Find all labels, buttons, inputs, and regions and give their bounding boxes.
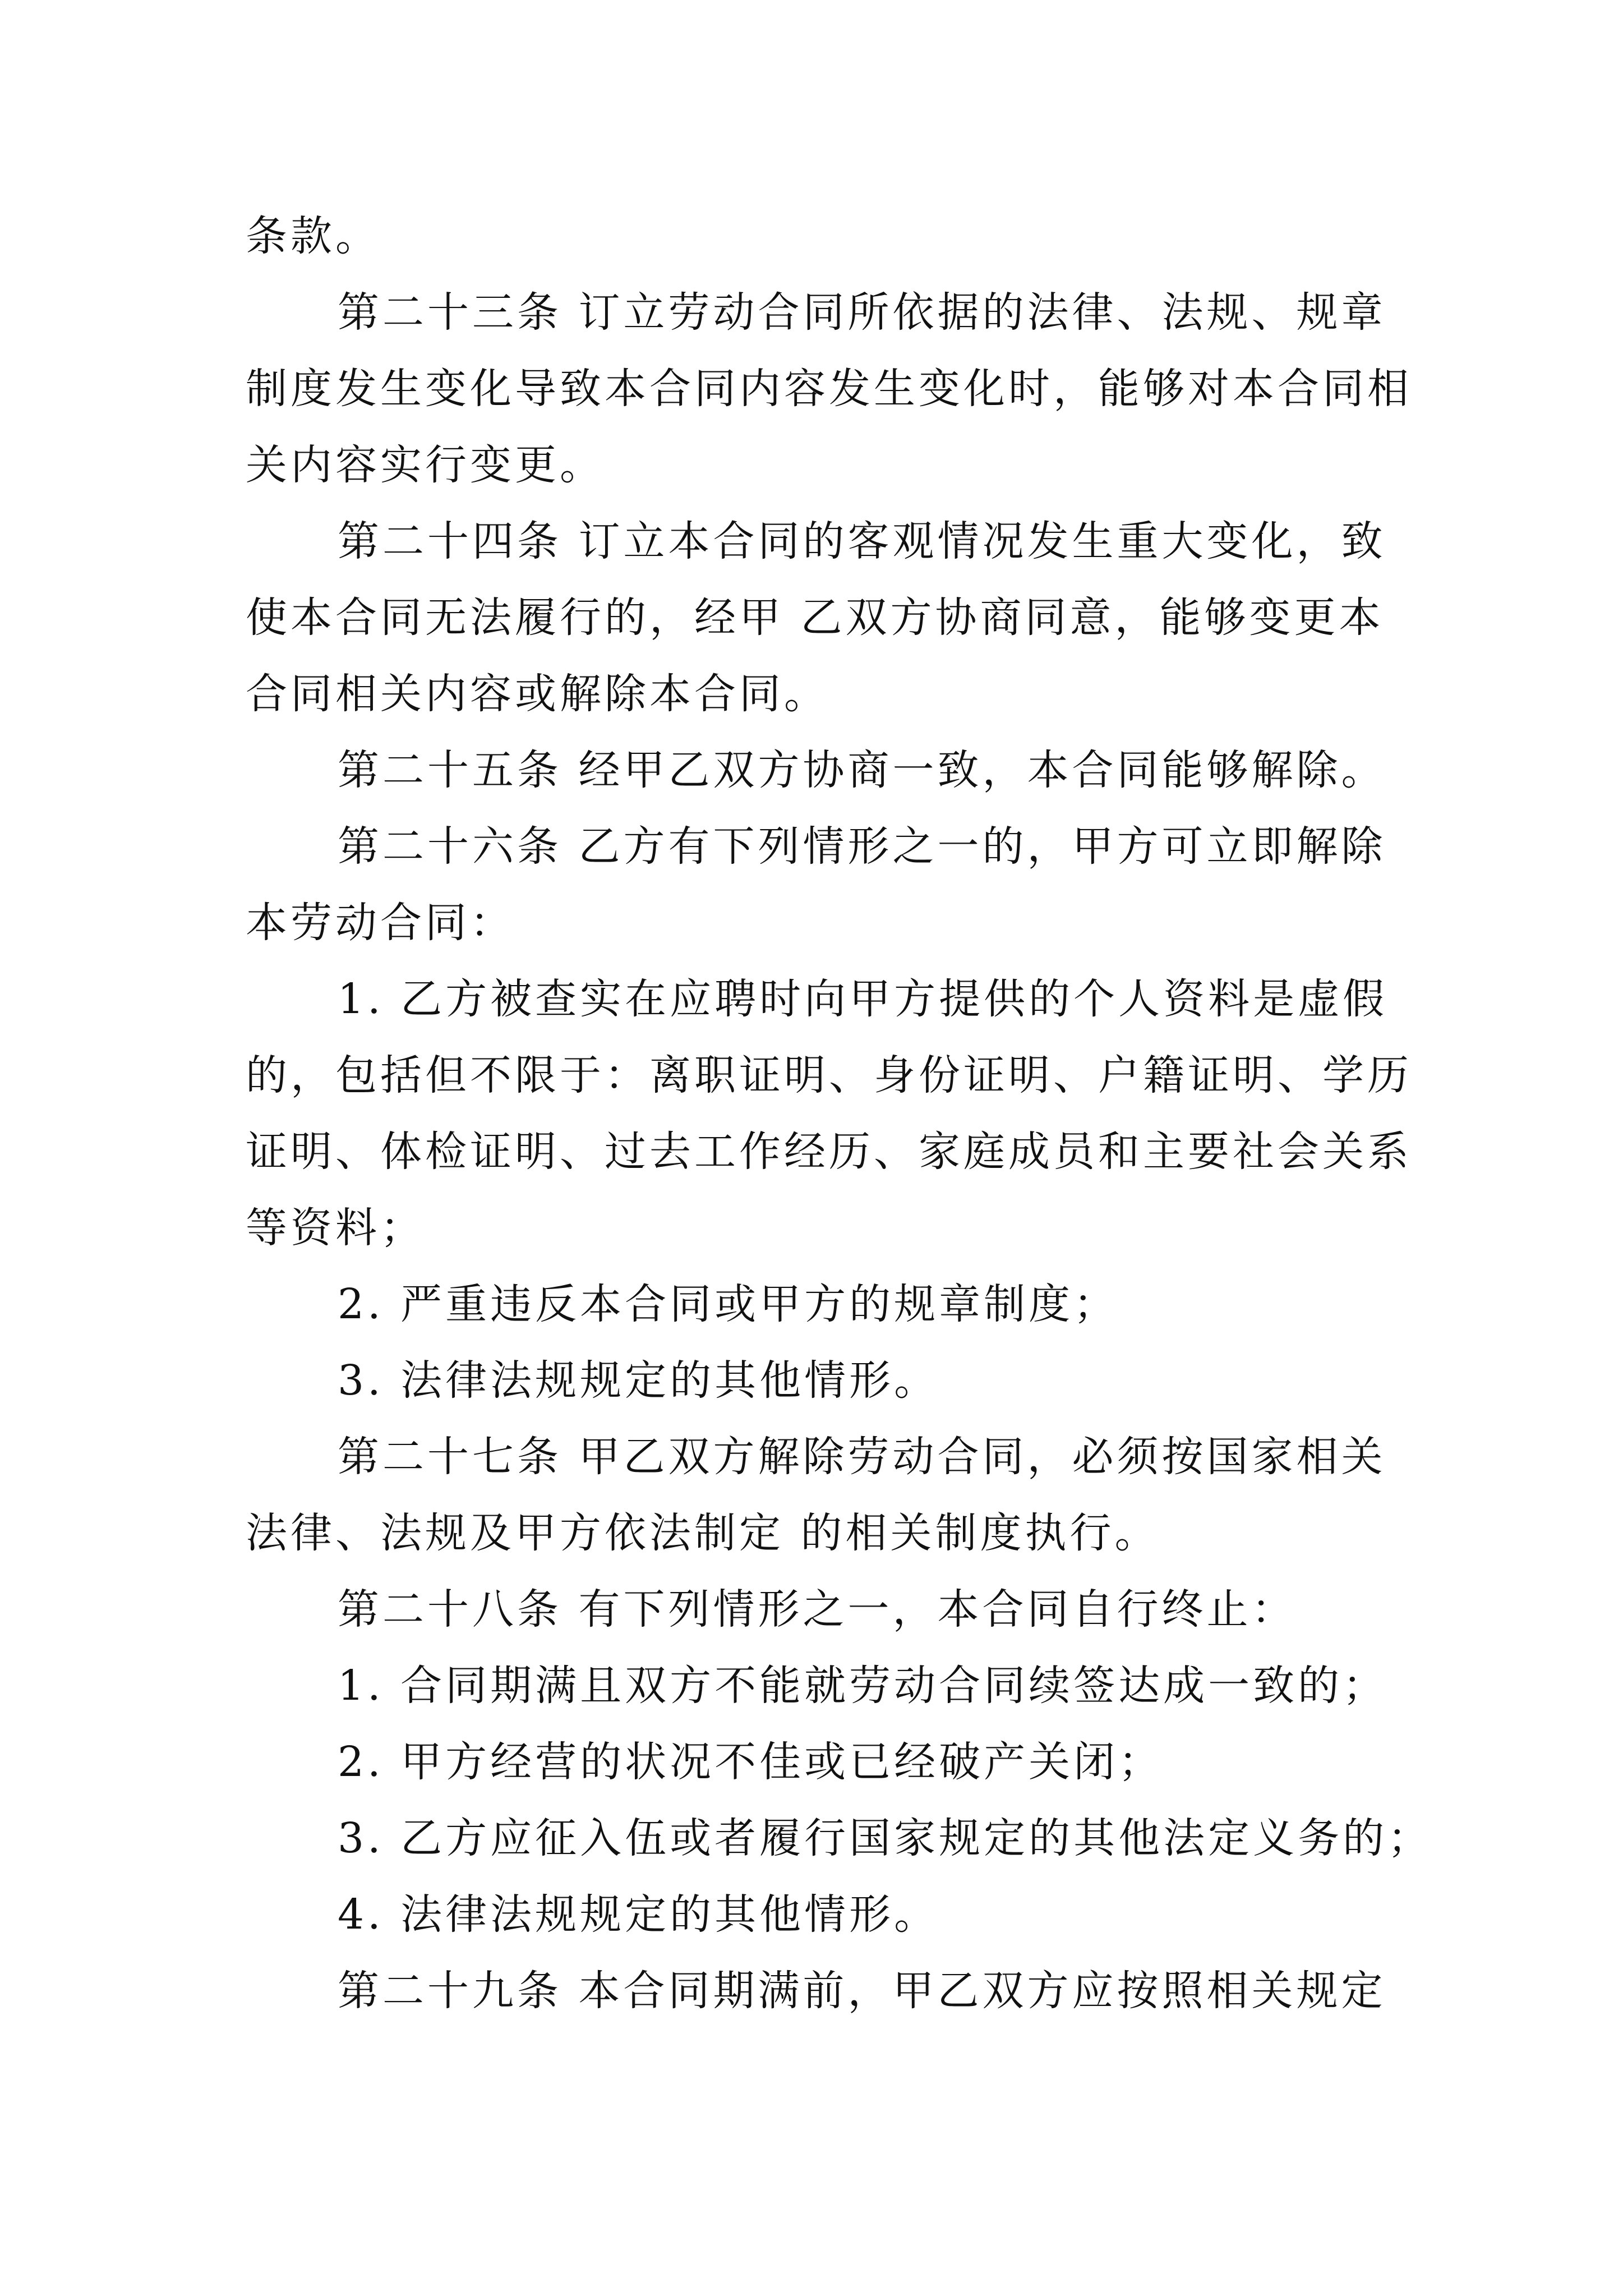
text-line-article-23: 第二十三条 订立劳动合同所依据的法律、法规、规章 [338, 288, 1386, 337]
text-line-article-27: 第二十七条 甲乙双方解除劳动合同，必须按国家相关 [338, 1433, 1386, 1481]
list-item-26-1: 1. 乙方被查实在应聘时向甲方提供的个人资料是虚假 [338, 975, 1388, 1023]
text-line: 的，包括但不限于：离职证明、身份证明、户籍证明、学历 [246, 1051, 1412, 1099]
text-line-article-29: 第二十九条 本合同期满前，甲乙双方应按照相关规定 [338, 1967, 1386, 2015]
list-item-26-2: 2. 严重违反本合同或甲方的规章制度； [338, 1280, 1119, 1328]
list-item-28-4: 4. 法律法规规定的其他情形。 [338, 1890, 939, 1939]
text-line-article-28: 第二十八条 有下列情形之一，本合同自行终止： [338, 1585, 1297, 1634]
list-item-28-2: 2. 甲方经营的状况不佳或已经破产关闭； [338, 1738, 1164, 1786]
text-line: 合同相关内容或解除本合同。 [246, 670, 829, 718]
document-body [246, 198, 1433, 2029]
text-line: 关内容实行变更。 [246, 441, 605, 489]
text-line: 制度发生变化导致本合同内容发生变化时，能够对本合同相 [246, 365, 1412, 413]
text-line-article-25: 第二十五条 经甲乙双方协商一致，本合同能够解除。 [338, 746, 1386, 794]
text-line: 法律、法规及甲方依法制定 的相关制度执行。 [246, 1509, 1160, 1557]
text-line: 条款。 [246, 212, 380, 260]
text-line: 本劳动合同： [246, 899, 515, 947]
text-line: 使本合同无法履行的，经甲 乙双方协商同意，能够变更本 [246, 593, 1384, 642]
text-line: 等资料； [246, 1204, 425, 1252]
text-line-article-24: 第二十四条 订立本合同的客观情况发生重大变化，致 [338, 517, 1386, 565]
list-item-28-1: 1. 合同期满且双方不能就劳动合同续签达成一致的； [338, 1662, 1388, 1710]
list-item-28-3: 3. 乙方应征入伍或者履行国家规定的其他法定义务的； [338, 1814, 1433, 1862]
text-line-article-26: 第二十六条 乙方有下列情形之一的，甲方可立即解除 [338, 822, 1386, 871]
text-line: 证明、体检证明、过去工作经历、家庭成员和主要社会关系 [246, 1128, 1412, 1176]
list-item-26-3: 3. 法律法规规定的其他情形。 [338, 1356, 939, 1405]
